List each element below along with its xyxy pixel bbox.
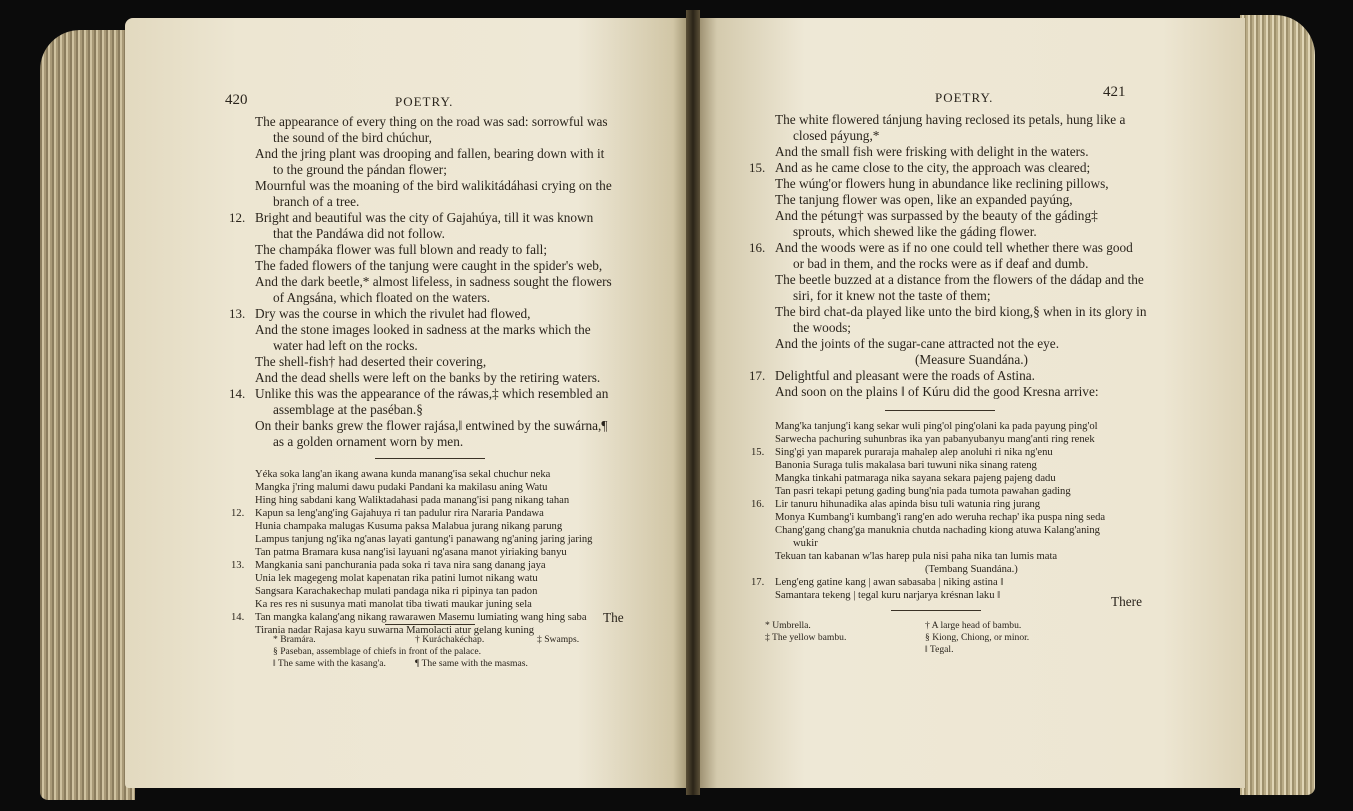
english-line: And the dark beetle,* almost lifeless, in sadness sought the flowers: [255, 274, 612, 289]
javanese-line: Hing hing sabdani kang Waliktadahasi pada manang'isi pang nikang tahan: [255, 495, 570, 506]
english-line: And as he came close to the city, the approach was cleared;: [775, 160, 1091, 175]
english-line: And soon on the plains ‖ of Kúru did the good Kresna arrive:: [775, 384, 1099, 399]
catchword: There: [1111, 594, 1143, 609]
catchword: The: [603, 610, 624, 625]
javanese-line: Sangsara Karachakechap mulati pandaga nika ri pipinya tan padon: [255, 586, 538, 597]
footnote: * Bramára.: [273, 634, 316, 645]
english-line: of Angsána, which floated on the waters.: [273, 290, 491, 305]
javanese-line: Kapun sa leng'ang'ing Gajahuya ri tan padulur rira Nararia Pandawa: [255, 508, 544, 519]
javanese-line: Lampus tanjung ng'ika ng'anas layati gantung'i panawang ng'aning jaring jaring: [255, 534, 593, 545]
footnote-divider: [385, 624, 475, 625]
english-line: or bad in them, and the rocks were as if deaf and dumb.: [793, 256, 1089, 271]
english-line: sprouts, which shewed like the gáding flower.: [793, 224, 1037, 239]
page-edges-left: [40, 30, 135, 800]
javanese-verse-number: 15.: [751, 447, 765, 458]
english-line: Delightful and pleasant were the roads of Astina.: [775, 368, 1035, 383]
english-line: The appearance of every thing on the road was sad: sorrowful was: [255, 114, 608, 129]
left-page: [125, 18, 690, 788]
javanese-line: Monya Kumbang'i kumbang'i rang'en ado weruha rechap' ika puspa ning seda: [775, 512, 1106, 523]
english-line: The bird chat-da played like unto the bird kiong,§ when in its glory in: [775, 304, 1147, 319]
english-line: The faded flowers of the tanjung were caught in the spider's web,: [255, 258, 603, 273]
english-line: And the dead shells were left on the banks by the retiring waters.: [255, 370, 601, 385]
javanese-line: Lir tanuru hihunadika alas apinda bisu tuli watunia ring jurang: [775, 499, 1041, 510]
javanese-line: Unia lek magegeng molat kapenatan rika patini lumot nikang watu: [255, 573, 538, 584]
divider: [375, 458, 485, 459]
english-line: And the joints of the sugar-cane attracted not the eye.: [775, 336, 1060, 351]
javanese-line: Tan mangka kalang'ang nikang rawarawen Masemu lumiating wang hing saba: [255, 612, 587, 623]
right-page: [695, 18, 1245, 788]
javanese-line: Tan pasri tekapi petung gading bung'nia pada tumota pawahan gading: [775, 486, 1071, 497]
english-line: On their banks grew the flower rajása,‖ entwined by the suwárna,¶: [255, 418, 608, 433]
verse-number: 15.: [749, 160, 766, 175]
javanese-line: Samantara tekeng | tegal kuru narjarya krésnan laku ‖: [775, 590, 1001, 601]
javanese-line: Chang'gang chang'ga manuknia chutda nachading kiong atuwa Kalang'aning: [775, 525, 1100, 536]
footnote: ‖ Tegal.: [925, 644, 954, 655]
page-number: 421: [1103, 84, 1126, 100]
english-line: The beetle buzzed at a distance from the flowers of the dádap and the: [775, 272, 1144, 287]
verse-number: 13.: [229, 306, 246, 321]
english-line: the woods;: [793, 320, 851, 335]
english-line: branch of a tree.: [273, 194, 360, 209]
english-line: as a golden ornament worn by men.: [273, 434, 464, 449]
javanese-verse-number: 17.: [751, 577, 765, 588]
english-line: Bright and beautiful was the city of Gajahúya, till it was known: [255, 210, 594, 225]
page-edges-right: [1240, 15, 1315, 795]
javanese-line: Ka res res ni susunya mati manolat tiba tiwati maukar juning sela: [255, 599, 532, 610]
divider: [885, 410, 995, 411]
english-line: closed páyung,*: [793, 128, 880, 143]
javanese-line: (Tembang Suandána.): [925, 564, 1018, 575]
english-line: The shell-fish† had deserted their covering,: [255, 354, 487, 369]
verse-number: 17.: [749, 368, 766, 383]
english-line: The champáka flower was full blown and ready to fall;: [255, 242, 548, 257]
footnote: * Umbrella.: [765, 620, 811, 631]
english-line: assemblage at the paséban.§: [273, 402, 423, 417]
javanese-line: Yéka soka lang'an ikang awana kunda manang'isa sekal chuchur neka: [255, 469, 551, 480]
footnote: ‡ Swamps.: [537, 634, 580, 645]
javanese-verse-number: 13.: [231, 560, 245, 571]
javanese-line: Mang'ka tanjung'i kang sekar wuli ping'ol ping'olani ka pada payung ping'ol: [775, 421, 1098, 432]
javanese-line: Sing'gi yan maparek puraraja mahalep alep anoluhi ri nika ng'enu: [775, 447, 1053, 458]
page-number: 420: [225, 92, 248, 108]
footnote: § Paseban, assemblage of chiefs in front of the palace.: [273, 646, 482, 657]
javanese-verse-number: 14.: [231, 612, 245, 623]
book-gutter: [686, 10, 700, 795]
footnote: ‡ The yellow bambu.: [765, 632, 847, 643]
javanese-line: Sarwecha pachuring suhunbras ika yan pabanyubanyu mang'anti ring renek: [775, 434, 1095, 445]
footnote: ¶ The same with the masmas.: [415, 658, 528, 669]
javanese-line: Mangkania sani panchurania pada soka ri tava nira sang danang jaya: [255, 560, 546, 571]
footnote: † A large head of bambu.: [925, 620, 1022, 631]
english-line: to the ground the pándan flower;: [273, 162, 447, 177]
javanese-line: wukir: [793, 538, 818, 549]
running-head: POETRY.: [395, 94, 454, 109]
english-line: And the woods were as if no one could tell whether there was good: [775, 240, 1133, 255]
english-line: the sound of the bird chúchur,: [273, 130, 432, 145]
english-line: And the jring plant was drooping and fallen, bearing down with it: [255, 146, 605, 161]
footnote-divider: [891, 610, 981, 611]
footnote: § Kiong, Chiong, or minor.: [925, 632, 1030, 643]
english-line: The wúng'or flowers hung in abundance like reclining pillows,: [775, 176, 1109, 191]
javanese-line: Mangka j'ring malumi dawu pudaki Pandani ka makilasu aning Watu: [255, 482, 548, 493]
javanese-line: Banonia Suraga tulis makalasa bari tuwuni nika sinang rateng: [775, 460, 1037, 471]
verse-number: 14.: [229, 386, 246, 401]
english-line: Unlike this was the appearance of the ráwas,‡ which resembled an: [255, 386, 609, 401]
running-head: POETRY.: [935, 90, 994, 105]
verse-number: 12.: [229, 210, 246, 225]
javanese-line: Leng'eng gatine kang | awan sabasaba | niking astina ‖: [775, 577, 1004, 588]
javanese-line: Mangka tinkahi patmaraga nika sayana sekara pajeng pajeng dadu: [775, 473, 1056, 484]
english-line: The tanjung flower was open, like an expanded payúng,: [775, 192, 1073, 207]
javanese-verse-number: 16.: [751, 499, 765, 510]
javanese-line: Hunia champaka malugas Kusuma paksa Malabua jurang nikang parung: [255, 521, 563, 532]
english-line: Mournful was the moaning of the bird walikitádáhasi crying on the: [255, 178, 612, 193]
english-line: And the stone images looked in sadness at the marks which the: [255, 322, 591, 337]
footnote: † Kuráchakéchap.: [415, 634, 485, 645]
english-line: And the pétung† was surpassed by the beauty of the gáding‡: [775, 208, 1098, 223]
english-line: that the Pandáwa did not follow.: [273, 226, 445, 241]
english-line: (Measure Suandána.): [915, 352, 1028, 367]
javanese-verse-number: 12.: [231, 508, 245, 519]
english-line: And the small fish were frisking with delight in the waters.: [775, 144, 1089, 159]
verse-number: 16.: [749, 240, 766, 255]
english-line: siri, for it knew not the taste of them;: [793, 288, 991, 303]
english-line: Dry was the course in which the rivulet had flowed,: [255, 306, 531, 321]
footnote: ‖ The same with the kasang'a.: [273, 658, 386, 669]
javanese-line: Tirania nadar Rajasa kayu suwarna Mamolacti atur gelang kuning: [255, 625, 535, 636]
javanese-line: Tekuan tan kabanan w'las harep pula nisi paha nika tan lumis mata: [775, 551, 1058, 562]
javanese-line: Tan patma Bramara kusa nang'isi layuani ng'asana manot yiriaking banyu: [255, 547, 567, 558]
english-line: The white flowered tánjung having reclosed its petals, hung like a: [775, 112, 1126, 127]
english-line: water had left on the rocks.: [273, 338, 418, 353]
